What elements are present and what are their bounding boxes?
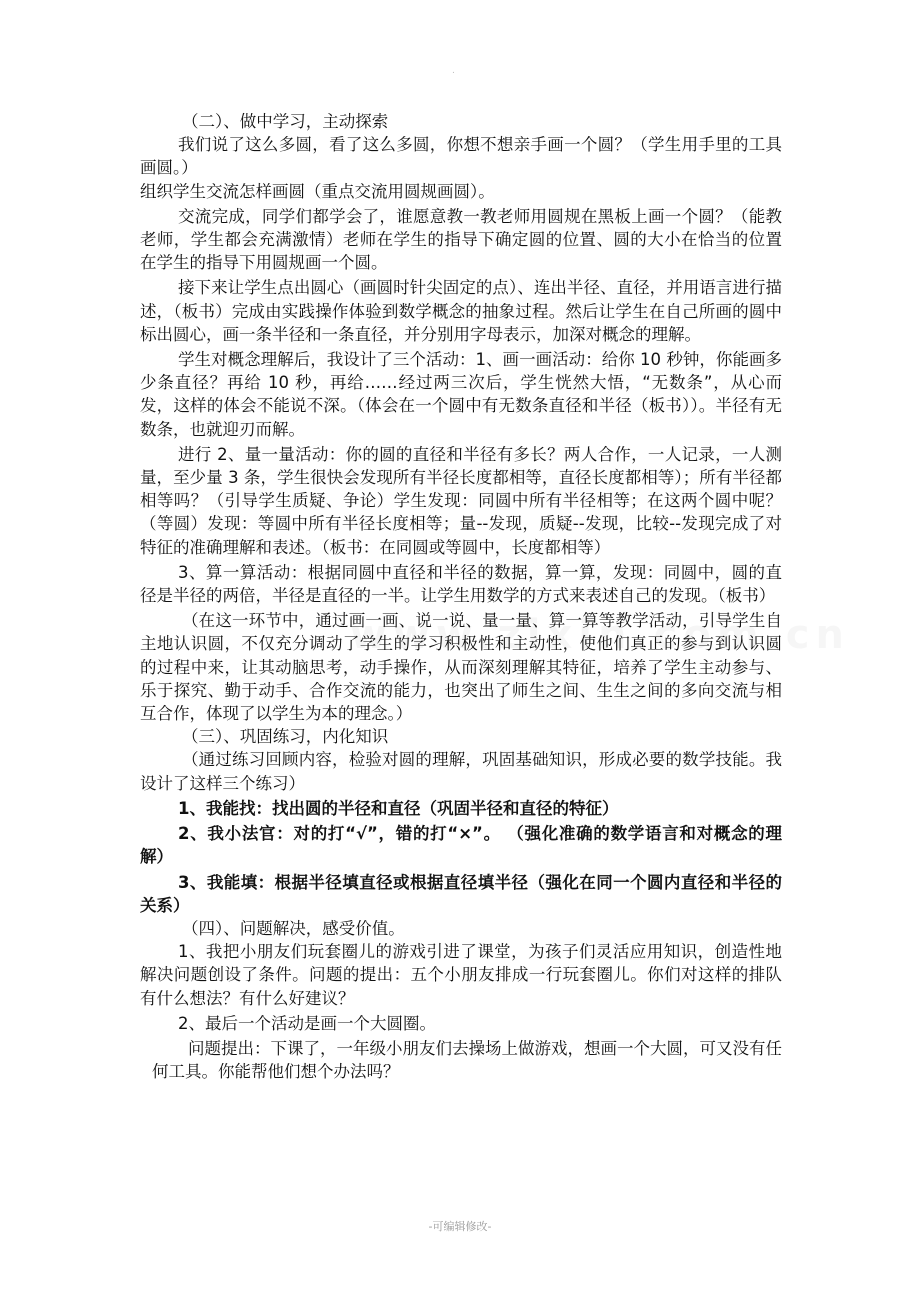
- paragraph: 2、最后一个活动是画一个大圆圈。: [178, 1013, 436, 1033]
- paragraph: 交流完成，同学们都学会了，谁愿意教一教老师用圆规在黑板上画一个圆？（能教老师，学生都会充满激情）老师在学生的指导下确定圆的位置、圆的大小在恰当的位置在学生的指导下用圆规画一个圆。: [140, 206, 782, 273]
- section-heading-2: （二）、做中学习，主动探索: [182, 112, 389, 131]
- page-footer: -可编辑修改-: [428, 1220, 492, 1233]
- exercise-2: 2、我小法官：对的打“√”，错的打“×”。 （强化准确的数学语言和对概念的理解）: [140, 824, 782, 867]
- exercise-3: 3、我能填：根据半径填直径或根据直径填半径（强化在同一个圆内直径和半径的关系）: [140, 872, 782, 915]
- paragraph: 问题提出：下课了，一年级小朋友们去操场上做游戏，想画一个大圆，可又没有任何工具。你能帮他们想个办法吗？: [152, 1038, 782, 1082]
- paragraph: 3、算一算活动：根据同圆中直径和半径的数据，算一算，发现：同圆中，圆的直径是半径的两倍，半径是直径的一半。让学生用数学的方式来表述自己的发现。（板书）: [140, 562, 782, 606]
- section-heading-3: （三）、巩固练习，内化知识: [182, 727, 389, 747]
- top-mark: .: [452, 66, 455, 76]
- paragraph: 我们说了这么多圆，看了这么多圆，你想不想亲手画一个圆？（学生用手里的工具画圆。）: [140, 135, 782, 178]
- paragraph: （通过练习回顾内容，检验对圆的理解，巩固基础知识，形成必要的数学技能。我设计了这样三个练习）: [140, 750, 782, 793]
- paragraph: 1、我把小朋友们玩套圈儿的游戏引进了课堂，为孩子们灵活应用知识，创造性地解决问题创设了条件。问题的提出：五个小朋友排成一行玩套圈儿。你们对这样的排队有什么想法？有什么好建议？: [140, 942, 782, 1008]
- exercise-1: 1、我能找：找出圆的半径和直径（巩固半径和直径的特征）: [178, 798, 619, 818]
- paragraph: （在这一环节中，通过画一画、说一说、量一量、算一算等教学活动，引导学生自主地认识圆，不仅充分调动了学生的学习积极性和主动性，使他们真正的参与到认识圆的过程中来，让其动脑思考，动手操作，从而深刻理解其特征，培养了学生主动参与、乐于探究、勤于动手、合作交流的能力，也突出了师生之间、生生之间的多向交流与相互合作，体现了以学生为本的理念。）: [140, 611, 782, 724]
- section-heading-4: （四）、问题解决，感受价值。: [182, 918, 405, 938]
- document-body: [140, 110, 782, 1083]
- paragraph: 进行 2、量一量活动：你的圆的直径和半径有多长？两人合作，一人记录，一人测量，至少量 3 条，学生很快会发现所有半径长度都相等，直径长度都相等）；所有半径都相等吗？（引导学生质疑、争论）学生发现：同圆中所有半径相等；在这两个圆中呢？（等圆）发现：等圆中所有半径长度相等；量--发现，质疑--发现，比较--发现完成了对特征的准确理解和表述。（板书：在同圆或等圆中，长度都相等）: [140, 444, 782, 557]
- paragraph: 组织学生交流怎样画圆（重点交流用圆规画圆）。: [140, 181, 495, 201]
- paragraph: 学生对概念理解后，我设计了三个活动：1、画一画活动：给你 10 秒钟，你能画多少条直径？再给 10 秒，再给……经过两三次后，学生恍然大悟，“无数条”，从心而发，这样的体会不能说不深。（体会在一个圆中有无数条直径和半径（板书））。半径有无数条，也就迎刃而解。: [140, 350, 782, 439]
- paragraph: 接下来让学生点出圆心（画圆时针尖固定的点）、连出半径、直径，并用语言进行描述，（板书）完成由实践操作体验到数学概念的抽象过程。然后让学生在自己所画的圆中标出圆心，画一条半径和一条直径，并分别用字母表示，加深对概念的理解。: [140, 278, 782, 344]
